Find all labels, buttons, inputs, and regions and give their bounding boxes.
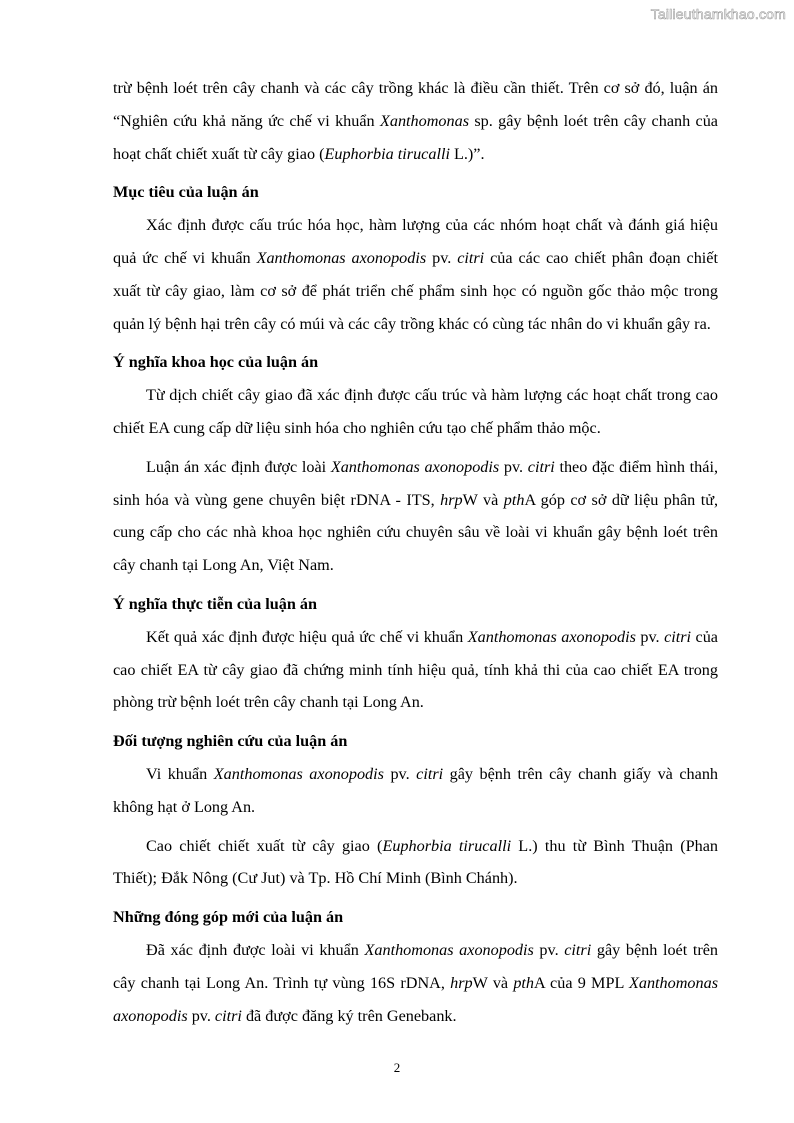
intro-paragraph: trừ bệnh loét trên cây chanh và các cây trồng khác là điều cần thiết. Trên cơ sở đó, luận án “Nghiên cứu khả năng ức chế vi khuẩn Xanthomonas sp. gây bệnh loét trên cây chanh của hoạt chất chiết xuất từ cây giao (Euphorbia tirucalli L.)”. [113,79,718,163]
objectives-heading: Mục tiêu của luận án [113,183,259,202]
scientific-significance-heading: Ý nghĩa khoa học của luận án [113,353,319,372]
research-subjects-heading: Đối tượng nghiên cứu của luận án [113,732,348,751]
watermark-text: Tailieuthamkhao.com [650,6,786,22]
subjects-paragraph-2: Cao chiết chiết xuất từ cây giao (Euphorbia tirucalli L.) thu từ Bình Thuận (Phan Thiết); Đắk Nông (Cư Jut) và Tp. Hồ Chí Minh (Bình Chánh). [113,836,719,888]
subjects-paragraph-1: Vi khuẩn Xanthomonas axonopodis pv. citri gây bệnh trên cây chanh giấy và chanh không hạt ở Long An. [113,764,719,816]
objectives-paragraph: Xác định được cấu trúc hóa học, hàm lượng của các nhóm hoạt chất và đánh giá hiệu quả ức chế vi khuẩn Xanthomonas axonopodis pv. citri của các cao chiết phân đoạn chiết xuất từ cây giao, làm cơ sở để phát triển chế phẩm sinh học có nguồn gốc thảo mộc trong quản lý bệnh hại trên cây có múi và các cây trồng khác có cùng tác nhân do vi khuẩn gây ra. [113,216,718,333]
document-body [113,72,718,1032]
page-number: 2 [393,1060,401,1075]
scientific-paragraph-1: Từ dịch chiết cây giao đã xác định được cấu trúc và hàm lượng các hoạt chất trong cao chiết EA cung cấp dữ liệu sinh hóa cho nghiên cứu tạo chế phẩm thảo mộc. [113,386,718,437]
practical-paragraph: Kết quả xác định được hiệu quả ức chế vi khuẩn Xanthomonas axonopodis pv. citri của cao chiết EA từ cây giao đã chứng minh tính hiệu quả, tính khả thi của cao chiết EA trong phòng trừ bệnh loét trên cây chanh tại Long An. [113,627,718,712]
new-contributions-heading: Những đóng góp mới của luận án [113,908,344,927]
practical-significance-heading: Ý nghĩa thực tiễn của luận án [113,594,318,613]
contributions-paragraph: Đã xác định được loài vi khuẩn Xanthomonas axonopodis pv. citri gây bệnh loét trên cây chanh tại Long An. Trình tự vùng 16S rDNA, hrpW và pthA của 9 MPL Xanthomonas axonopodis pv. citri đã được đăng ký trên Genebank. [113,940,719,1025]
scientific-paragraph-2: Luận án xác định được loài Xanthomonas axonopodis pv. citri theo đặc điểm hình thái, sinh hóa và vùng gene chuyên biệt rDNA - ITS, hrpW và pthA góp cơ sở dữ liệu phân tử, cung cấp cho các nhà khoa học nghiên cứu chuyên sâu về loài vi khuẩn gây bệnh loét trên cây chanh tại Long An, Việt Nam. [113,457,719,575]
